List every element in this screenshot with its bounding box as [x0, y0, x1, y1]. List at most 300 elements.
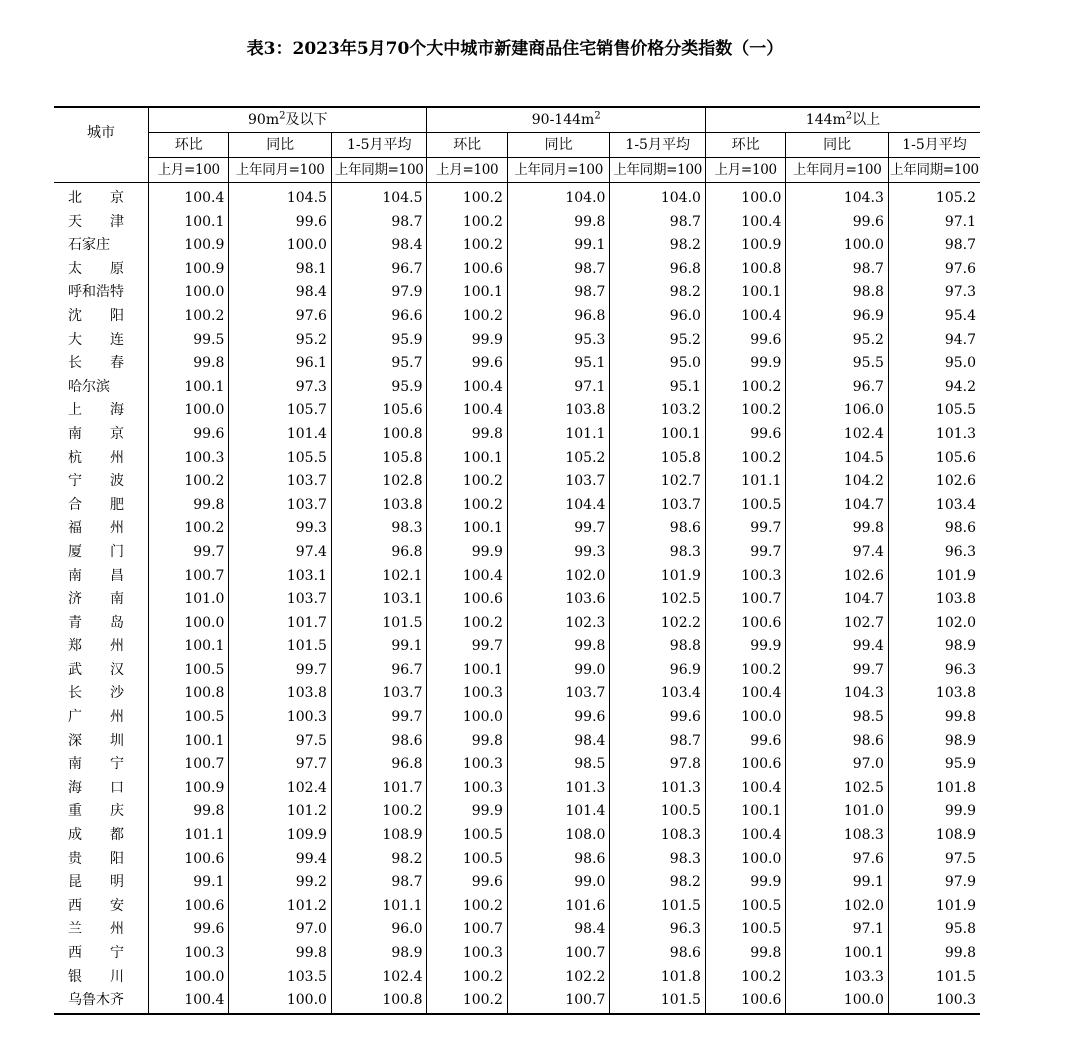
index-value: 99.7: [507, 517, 610, 541]
index-value: 100.6: [149, 895, 229, 919]
index-value: 98.7: [786, 258, 889, 282]
index-value: 100.3: [427, 753, 507, 777]
index-value: 104.7: [786, 494, 889, 518]
index-value: 94.2: [888, 376, 980, 400]
index-value: 98.8: [786, 281, 889, 305]
table-row: [54, 447, 980, 471]
index-value: 100.3: [427, 682, 507, 706]
city-name: 沈 阳: [68, 307, 124, 324]
index-value: 106.0: [786, 399, 889, 423]
index-value: 103.4: [888, 494, 980, 518]
index-value: 102.8: [331, 470, 427, 494]
table-row: [54, 824, 980, 848]
index-value: 96.3: [610, 918, 706, 942]
index-value: 98.2: [610, 281, 706, 305]
index-value: 100.5: [705, 895, 785, 919]
index-value: 103.7: [507, 682, 610, 706]
index-value: 98.6: [888, 517, 980, 541]
index-value: 100.4: [705, 211, 785, 235]
index-value: 103.7: [229, 588, 332, 612]
table-row: [54, 376, 980, 400]
index-value: 100.8: [331, 423, 427, 447]
index-value: 100.2: [149, 470, 229, 494]
sub-header-mom: 环比: [149, 133, 229, 158]
index-value: 101.6: [507, 895, 610, 919]
index-value: 100.8: [149, 682, 229, 706]
index-value: 100.9: [149, 234, 229, 258]
index-value: 97.5: [229, 730, 332, 754]
index-value: 98.1: [229, 258, 332, 282]
index-value: 101.1: [705, 470, 785, 494]
city-name: 兰 州: [68, 921, 124, 938]
index-value: 104.2: [786, 470, 889, 494]
table-row: [54, 399, 980, 423]
index-value: 95.7: [331, 352, 427, 376]
index-value: 95.8: [888, 918, 980, 942]
index-value: 105.5: [229, 447, 332, 471]
index-value: 98.7: [888, 234, 980, 258]
city-name: 昆 明: [68, 874, 124, 891]
index-value: 99.8: [507, 635, 610, 659]
index-value: 96.7: [331, 258, 427, 282]
index-value: 100.2: [705, 399, 785, 423]
index-value: 99.1: [331, 635, 427, 659]
table-body: [54, 183, 980, 1014]
index-value: 104.3: [786, 682, 889, 706]
index-value: 98.9: [888, 730, 980, 754]
index-value: 100.9: [149, 258, 229, 282]
index-value: 100.1: [427, 659, 507, 683]
index-value: 100.9: [705, 234, 785, 258]
table-row: [54, 730, 980, 754]
index-value: 103.1: [331, 588, 427, 612]
index-value: 103.7: [229, 494, 332, 518]
index-value: 104.4: [507, 494, 610, 518]
index-value: 100.5: [705, 918, 785, 942]
index-value: 105.6: [331, 399, 427, 423]
index-value: 95.2: [786, 329, 889, 353]
index-value: 101.1: [149, 824, 229, 848]
index-value: 97.4: [229, 541, 332, 565]
index-value: 102.3: [507, 612, 610, 636]
index-value: 95.9: [888, 753, 980, 777]
index-value: 95.0: [888, 352, 980, 376]
index-value: 97.4: [786, 541, 889, 565]
table-row: [54, 541, 980, 565]
table-row: [54, 918, 980, 942]
index-value: 99.7: [705, 541, 785, 565]
index-value: 100.0: [149, 966, 229, 990]
city-name: 济 南: [68, 591, 124, 608]
index-value: 100.7: [149, 565, 229, 589]
city-name: 贵 阳: [68, 850, 124, 867]
index-value: 98.4: [331, 234, 427, 258]
index-value: 100.2: [427, 183, 507, 211]
index-value: 95.9: [331, 329, 427, 353]
index-value: 108.3: [786, 824, 889, 848]
index-value: 102.4: [229, 777, 332, 801]
index-value: 98.5: [786, 706, 889, 730]
index-value: 95.9: [331, 376, 427, 400]
index-value: 108.0: [507, 824, 610, 848]
index-value: 100.5: [427, 824, 507, 848]
index-value: 101.2: [229, 895, 332, 919]
index-value: 103.7: [331, 682, 427, 706]
group-header-small: $90m^2$及以下: [149, 107, 427, 133]
index-value: 100.5: [149, 706, 229, 730]
index-value: 102.5: [610, 588, 706, 612]
index-value: 100.2: [427, 895, 507, 919]
city-name: 呼和浩特: [68, 284, 124, 301]
sub-header-avg: 1-5月平均: [888, 133, 980, 158]
index-value: 100.6: [705, 753, 785, 777]
index-value: 99.8: [149, 494, 229, 518]
index-value: 99.8: [149, 352, 229, 376]
sub-header-yoy: 同比: [507, 133, 610, 158]
index-value: 100.2: [331, 800, 427, 824]
index-value: 101.4: [229, 423, 332, 447]
index-value: 99.9: [888, 800, 980, 824]
index-value: 100.0: [149, 281, 229, 305]
index-value: 98.7: [331, 211, 427, 235]
price-index-table: [54, 106, 980, 1015]
table-row: [54, 706, 980, 730]
index-value: 101.0: [786, 800, 889, 824]
index-value: 99.8: [427, 730, 507, 754]
index-value: 100.0: [786, 234, 889, 258]
index-value: 104.5: [331, 183, 427, 211]
table-row: [54, 848, 980, 872]
index-value: 95.0: [610, 352, 706, 376]
index-value: 98.2: [610, 234, 706, 258]
index-value: 100.1: [705, 281, 785, 305]
index-value: 100.2: [427, 211, 507, 235]
city-header-spacer: [54, 158, 149, 183]
index-value: 96.8: [331, 541, 427, 565]
sub-header-mom: 环比: [705, 133, 785, 158]
index-value: 100.3: [229, 706, 332, 730]
index-value: 99.9: [705, 871, 785, 895]
index-value: 99.8: [888, 942, 980, 966]
city-name: 宁 波: [68, 473, 124, 490]
index-value: 99.2: [229, 871, 332, 895]
base-header-prev-month: 上月=100: [149, 158, 229, 183]
index-value: 99.6: [610, 706, 706, 730]
sub-header-avg: 1-5月平均: [610, 133, 706, 158]
index-value: 103.4: [610, 682, 706, 706]
index-value: 99.6: [229, 211, 332, 235]
city-name: 杭 州: [68, 449, 124, 466]
index-value: 103.2: [610, 399, 706, 423]
index-value: 100.2: [705, 447, 785, 471]
index-value: 97.0: [229, 918, 332, 942]
index-value: 100.0: [149, 399, 229, 423]
index-value: 100.4: [705, 777, 785, 801]
index-value: 103.8: [507, 399, 610, 423]
index-value: 100.4: [427, 376, 507, 400]
index-value: 100.0: [229, 989, 332, 1014]
index-value: 99.3: [507, 541, 610, 565]
index-value: 97.9: [888, 871, 980, 895]
index-value: 100.4: [705, 682, 785, 706]
index-value: 96.9: [610, 659, 706, 683]
city-name: 长 春: [68, 355, 124, 372]
index-value: 101.9: [888, 565, 980, 589]
index-value: 100.0: [149, 612, 229, 636]
index-value: 99.9: [705, 352, 785, 376]
index-value: 99.7: [149, 541, 229, 565]
index-value: 101.1: [331, 895, 427, 919]
index-value: 108.3: [610, 824, 706, 848]
city-name: 成 都: [68, 827, 124, 844]
index-value: 98.7: [507, 281, 610, 305]
index-value: 103.7: [507, 470, 610, 494]
index-value: 102.4: [331, 966, 427, 990]
index-value: 99.6: [427, 871, 507, 895]
index-value: 105.5: [888, 399, 980, 423]
index-value: 100.6: [427, 588, 507, 612]
index-value: 97.6: [786, 848, 889, 872]
index-value: 108.9: [888, 824, 980, 848]
city-name: 天 津: [68, 213, 124, 230]
index-value: 102.6: [786, 565, 889, 589]
index-value: 96.3: [888, 541, 980, 565]
city-name: 西 安: [68, 897, 124, 914]
index-value: 97.3: [229, 376, 332, 400]
index-value: 98.4: [229, 281, 332, 305]
index-value: 101.5: [888, 966, 980, 990]
table-row: [54, 753, 980, 777]
table-row: [54, 281, 980, 305]
index-value: 99.6: [507, 706, 610, 730]
table-row: [54, 777, 980, 801]
index-value: 100.1: [705, 800, 785, 824]
index-value: 99.6: [705, 423, 785, 447]
index-value: 99.1: [507, 234, 610, 258]
city-name: 石家庄: [68, 237, 110, 254]
index-value: 98.7: [331, 871, 427, 895]
index-value: 99.6: [149, 423, 229, 447]
index-value: 109.9: [229, 824, 332, 848]
city-column-header: 城市: [54, 107, 149, 158]
sub-header-mom: 环比: [427, 133, 507, 158]
index-value: 100.0: [229, 234, 332, 258]
index-value: 100.6: [427, 258, 507, 282]
table-row: [54, 329, 980, 353]
table-row: [54, 989, 980, 1014]
index-value: 100.2: [149, 305, 229, 329]
index-value: 98.2: [610, 871, 706, 895]
index-value: 101.7: [229, 612, 332, 636]
index-value: 99.8: [786, 517, 889, 541]
index-value: 99.6: [149, 918, 229, 942]
index-value: 100.2: [427, 612, 507, 636]
index-value: 96.3: [888, 659, 980, 683]
index-value: 98.6: [507, 848, 610, 872]
city-name: 上 海: [68, 402, 124, 419]
index-value: 99.3: [229, 517, 332, 541]
index-value: 97.3: [888, 281, 980, 305]
index-value: 101.3: [888, 423, 980, 447]
index-value: 100.1: [427, 447, 507, 471]
index-value: 108.9: [331, 824, 427, 848]
index-value: 96.8: [331, 753, 427, 777]
index-value: 100.4: [427, 565, 507, 589]
index-value: 97.7: [229, 753, 332, 777]
city-name: 重 庆: [68, 803, 124, 820]
index-value: 100.7: [507, 942, 610, 966]
table-row: [54, 682, 980, 706]
index-value: 99.8: [229, 942, 332, 966]
index-value: 96.0: [610, 305, 706, 329]
index-value: 103.8: [229, 682, 332, 706]
index-value: 98.6: [786, 730, 889, 754]
index-value: 100.5: [427, 848, 507, 872]
index-value: 105.7: [229, 399, 332, 423]
index-value: 103.8: [331, 494, 427, 518]
index-value: 96.7: [331, 659, 427, 683]
index-value: 98.3: [610, 848, 706, 872]
index-value: 100.4: [149, 183, 229, 211]
index-value: 101.5: [610, 895, 706, 919]
index-value: 104.0: [610, 183, 706, 211]
index-value: 97.1: [888, 211, 980, 235]
index-value: 99.9: [705, 635, 785, 659]
group-header-medium: $90-144m^2$: [427, 107, 705, 133]
index-value: 101.3: [507, 777, 610, 801]
index-value: 99.9: [427, 541, 507, 565]
index-value: 104.5: [229, 183, 332, 211]
index-value: 102.0: [888, 612, 980, 636]
index-value: 96.0: [331, 918, 427, 942]
index-value: 99.1: [786, 871, 889, 895]
index-value: 100.2: [427, 305, 507, 329]
index-value: 100.4: [705, 305, 785, 329]
index-value: 100.5: [610, 800, 706, 824]
index-value: 100.5: [705, 494, 785, 518]
table-row: [54, 565, 980, 589]
city-name: 武 汉: [68, 661, 124, 678]
base-header-prev-year-period: 上年同期=100: [888, 158, 980, 183]
index-value: 100.4: [149, 989, 229, 1014]
index-value: 100.2: [427, 989, 507, 1014]
base-header-prev-year-period: 上年同期=100: [331, 158, 427, 183]
index-value: 102.1: [331, 565, 427, 589]
index-value: 103.6: [507, 588, 610, 612]
index-value: 100.8: [705, 258, 785, 282]
index-value: 102.7: [610, 470, 706, 494]
sub-header-yoy: 同比: [786, 133, 889, 158]
index-value: 100.2: [705, 376, 785, 400]
index-value: 95.2: [610, 329, 706, 353]
index-value: 100.4: [705, 824, 785, 848]
city-name: 南 京: [68, 425, 124, 442]
index-value: 99.6: [786, 211, 889, 235]
index-value: 100.1: [786, 942, 889, 966]
city-name: 乌鲁木齐: [54, 989, 149, 1014]
group-header-large: $144m^2$以上: [705, 107, 980, 133]
index-value: 105.2: [507, 447, 610, 471]
page-title: 表3：2023年5月70个大中城市新建商品住宅销售价格分类指数（一）: [246, 39, 784, 59]
index-value: 98.2: [331, 848, 427, 872]
index-value: 101.5: [610, 989, 706, 1014]
index-value: 100.0: [705, 848, 785, 872]
index-value: 102.0: [507, 565, 610, 589]
city-name: 大 连: [68, 331, 124, 348]
table-row: [54, 211, 980, 235]
index-value: 100.5: [149, 659, 229, 683]
index-value: 104.0: [507, 183, 610, 211]
index-value: 95.5: [786, 352, 889, 376]
index-value: 100.0: [705, 183, 785, 211]
index-value: 99.6: [705, 329, 785, 353]
table-row: [54, 635, 980, 659]
index-value: 100.2: [705, 659, 785, 683]
index-value: 95.2: [229, 329, 332, 353]
index-value: 105.8: [610, 447, 706, 471]
city-name: 福 州: [68, 520, 124, 537]
index-value: 99.5: [149, 329, 229, 353]
index-value: 98.3: [610, 541, 706, 565]
index-value: 96.8: [610, 258, 706, 282]
index-value: 100.2: [427, 470, 507, 494]
base-header-prev-year-period: 上年同期=100: [610, 158, 706, 183]
index-value: 98.7: [507, 258, 610, 282]
table-row: [54, 258, 980, 282]
index-value: 101.5: [229, 635, 332, 659]
city-name: 北 京: [68, 190, 124, 206]
index-value: 100.1: [427, 281, 507, 305]
index-value: 99.8: [149, 800, 229, 824]
city-name: 西 宁: [68, 945, 124, 961]
index-value: 101.1: [507, 423, 610, 447]
index-value: 101.9: [610, 565, 706, 589]
index-value: 100.2: [427, 966, 507, 990]
city-name: 哈尔滨: [68, 378, 110, 395]
index-value: 100.3: [427, 777, 507, 801]
index-value: 100.3: [149, 447, 229, 471]
index-value: 101.4: [507, 800, 610, 824]
table-row: [54, 612, 980, 636]
index-value: 96.1: [229, 352, 332, 376]
city-name: 海 口: [68, 779, 124, 796]
index-value: 95.3: [507, 329, 610, 353]
index-value: 103.8: [888, 682, 980, 706]
index-value: 100.3: [888, 989, 980, 1014]
index-value: 99.1: [149, 871, 229, 895]
index-value: 98.3: [331, 517, 427, 541]
table-row: [54, 494, 980, 518]
index-value: 99.4: [786, 635, 889, 659]
index-value: 102.5: [786, 777, 889, 801]
index-value: 100.4: [427, 399, 507, 423]
index-value: 98.9: [888, 635, 980, 659]
index-value: 102.4: [786, 423, 889, 447]
table-row: [54, 183, 980, 211]
sub-header-yoy: 同比: [229, 133, 332, 158]
index-value: 100.7: [705, 588, 785, 612]
index-value: 100.6: [705, 989, 785, 1014]
index-value: 103.7: [610, 494, 706, 518]
index-value: 100.1: [149, 211, 229, 235]
index-value: 98.4: [507, 918, 610, 942]
index-value: 102.7: [786, 612, 889, 636]
table-row: [54, 305, 980, 329]
index-value: 98.7: [610, 730, 706, 754]
city-name: 银 川: [68, 968, 124, 985]
index-value: 99.9: [427, 329, 507, 353]
index-value: 97.0: [786, 753, 889, 777]
